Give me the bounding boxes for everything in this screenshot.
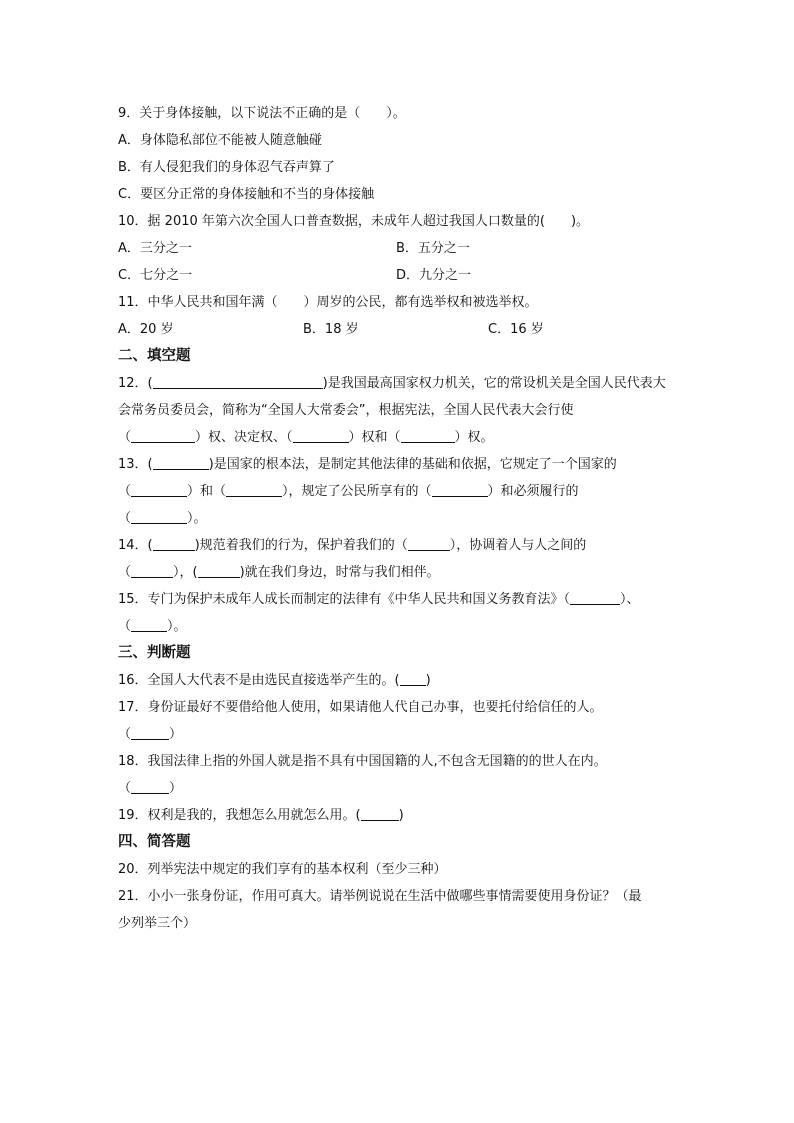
question-16	[118, 667, 678, 694]
question-17-text: ）	[169, 727, 183, 742]
question-13-text: ）和必须履行的	[487, 484, 579, 499]
question-12-text: ）权、决定权、（	[195, 430, 293, 445]
question-9-option-c: C．要区分正常的身体接触和不当的身体接触	[118, 187, 375, 202]
answer-blank[interactable]	[293, 428, 349, 443]
question-18-text: ）	[169, 781, 183, 796]
question-17-text: （	[118, 727, 132, 742]
answer-blank[interactable]	[570, 590, 620, 605]
question-10-option-c: C．七分之一	[118, 268, 193, 283]
question-13-text: 13．(	[118, 457, 153, 472]
answer-blank[interactable]	[131, 779, 169, 794]
exam-page	[118, 100, 678, 937]
question-13-line-2	[118, 478, 678, 505]
answer-blank[interactable]	[400, 671, 426, 686]
question-12-text: ）权和（	[348, 430, 401, 445]
answer-blank[interactable]	[131, 563, 173, 578]
question-14-text: ），协调着人与人之间的	[449, 538, 587, 553]
question-15-line-2	[118, 613, 678, 640]
question-15-text: ）、	[620, 592, 640, 607]
question-21-line-1: 21．小小一张身份证，作用可真大。请举例说说在生活中做哪些事情需要使用身份证？（最	[118, 889, 642, 904]
question-15-text: 15．专门为保护未成年人成长而制定的法律有《中华人民共和国义务教育法》（	[118, 592, 571, 607]
answer-blank[interactable]	[131, 617, 167, 632]
question-12-line-1	[118, 370, 678, 397]
question-14-text: （	[118, 565, 132, 580]
question-10-option-a: A．三分之一	[118, 241, 192, 256]
question-12-text: 12．(	[118, 376, 153, 391]
question-16-text: 16．全国人大代表不是由选民直接选举产生的。(	[118, 673, 400, 688]
question-12-text: ）权。	[454, 430, 494, 445]
question-12-text: （	[118, 430, 132, 445]
question-17-stem: 17．身份证最好不要借给他人使用，如果请他人代自己办事，也要托付给信任的人。	[118, 700, 603, 715]
question-14-text: )规范着我们的行为，保护着我们的（	[194, 538, 408, 553]
question-10-options-row-1	[118, 235, 678, 262]
question-13-text: （	[118, 511, 132, 526]
question-13-text: （	[118, 484, 132, 499]
answer-blank[interactable]	[401, 428, 455, 443]
question-15-text: （	[118, 619, 132, 634]
question-11-stem: 11．中华人民共和国年满（ ）周岁的公民，都有选举权和被选举权。	[118, 295, 538, 310]
answer-blank[interactable]	[226, 482, 282, 497]
question-13-line-3	[118, 505, 678, 532]
answer-blank[interactable]	[198, 563, 240, 578]
question-10-options-row-2	[118, 262, 678, 289]
section-heading-short-answer: 四、简答题	[118, 834, 191, 850]
question-14-text: ），(	[173, 565, 198, 580]
question-13-line-1	[118, 451, 678, 478]
question-14-text: )就在我们身边，时常与我们相伴。	[239, 565, 440, 580]
question-18-answer	[118, 775, 678, 802]
question-19	[118, 802, 678, 829]
question-19-text: 19．权利是我的，我想怎么用就怎么用。(	[118, 808, 361, 823]
question-10-option-b: B．五分之一	[396, 241, 470, 256]
answer-blank[interactable]	[153, 536, 195, 551]
question-12-line-3	[118, 424, 678, 451]
question-12-text: )是我国最高国家权力机关，它的常设机关是全国人民代表大	[322, 376, 666, 391]
question-9-option-a: A．身体隐私部位不能被人随意触碰	[118, 133, 322, 148]
question-21-line-2: 少列举三个）	[118, 916, 197, 931]
question-14-text: 14．(	[118, 538, 153, 553]
answer-blank[interactable]	[153, 374, 323, 389]
answer-blank[interactable]	[131, 482, 187, 497]
question-20-stem: 20．列举宪法中规定的我们享有的基本权利（至少三种）	[118, 862, 447, 877]
question-18-text: （	[118, 781, 132, 796]
question-13-text: ）和（	[187, 484, 227, 499]
question-14-line-2	[118, 559, 678, 586]
question-11-option-c: C．16 岁	[488, 322, 544, 337]
answer-blank[interactable]	[153, 455, 209, 470]
question-18-stem: 18．我国法律上指的外国人就是指不具有中国国籍的人,不包含无国籍的的世人在内。	[118, 754, 607, 769]
question-10-option-d: D．九分之一	[396, 268, 472, 283]
question-11-options	[118, 316, 678, 343]
question-14-line-1	[118, 532, 678, 559]
question-9-option-b: B．有人侵犯我们的身体忍气吞声算了	[118, 160, 335, 175]
question-11-option-a: A．20 岁	[118, 322, 174, 337]
question-15-line-1	[118, 586, 678, 613]
question-9-stem: 9．关于身体接触，以下说法不正确的是（ ）。	[118, 106, 406, 121]
question-19-text: )	[398, 808, 404, 823]
answer-blank[interactable]	[408, 536, 450, 551]
question-17-answer	[118, 721, 678, 748]
question-15-text: ）。	[167, 619, 187, 634]
question-13-text: ），规定了公民所享有的（	[282, 484, 432, 499]
answer-blank[interactable]	[361, 806, 399, 821]
answer-blank[interactable]	[131, 428, 195, 443]
question-16-text: )	[425, 673, 431, 688]
question-11-option-b: B．18 岁	[303, 322, 359, 337]
answer-blank[interactable]	[432, 482, 488, 497]
question-13-text: )是国家的根本法，是制定其他法律的基础和依据，它规定了一个国家的	[208, 457, 617, 472]
answer-blank[interactable]	[131, 509, 187, 524]
question-10-stem: 10．据 2010 年第六次全国人口普查数据，未成年人超过我国人口数量的( )。	[118, 214, 590, 229]
section-heading-true-false: 三、判断题	[118, 645, 191, 661]
section-heading-fill-in: 二、填空题	[118, 348, 191, 364]
question-13-text: ）。	[187, 511, 207, 526]
answer-blank[interactable]	[131, 725, 169, 740]
question-12-line-2: 会常务员委员会，简称为“全国人大常委会”，根据宪法，全国人民代表大会行使	[118, 403, 574, 418]
